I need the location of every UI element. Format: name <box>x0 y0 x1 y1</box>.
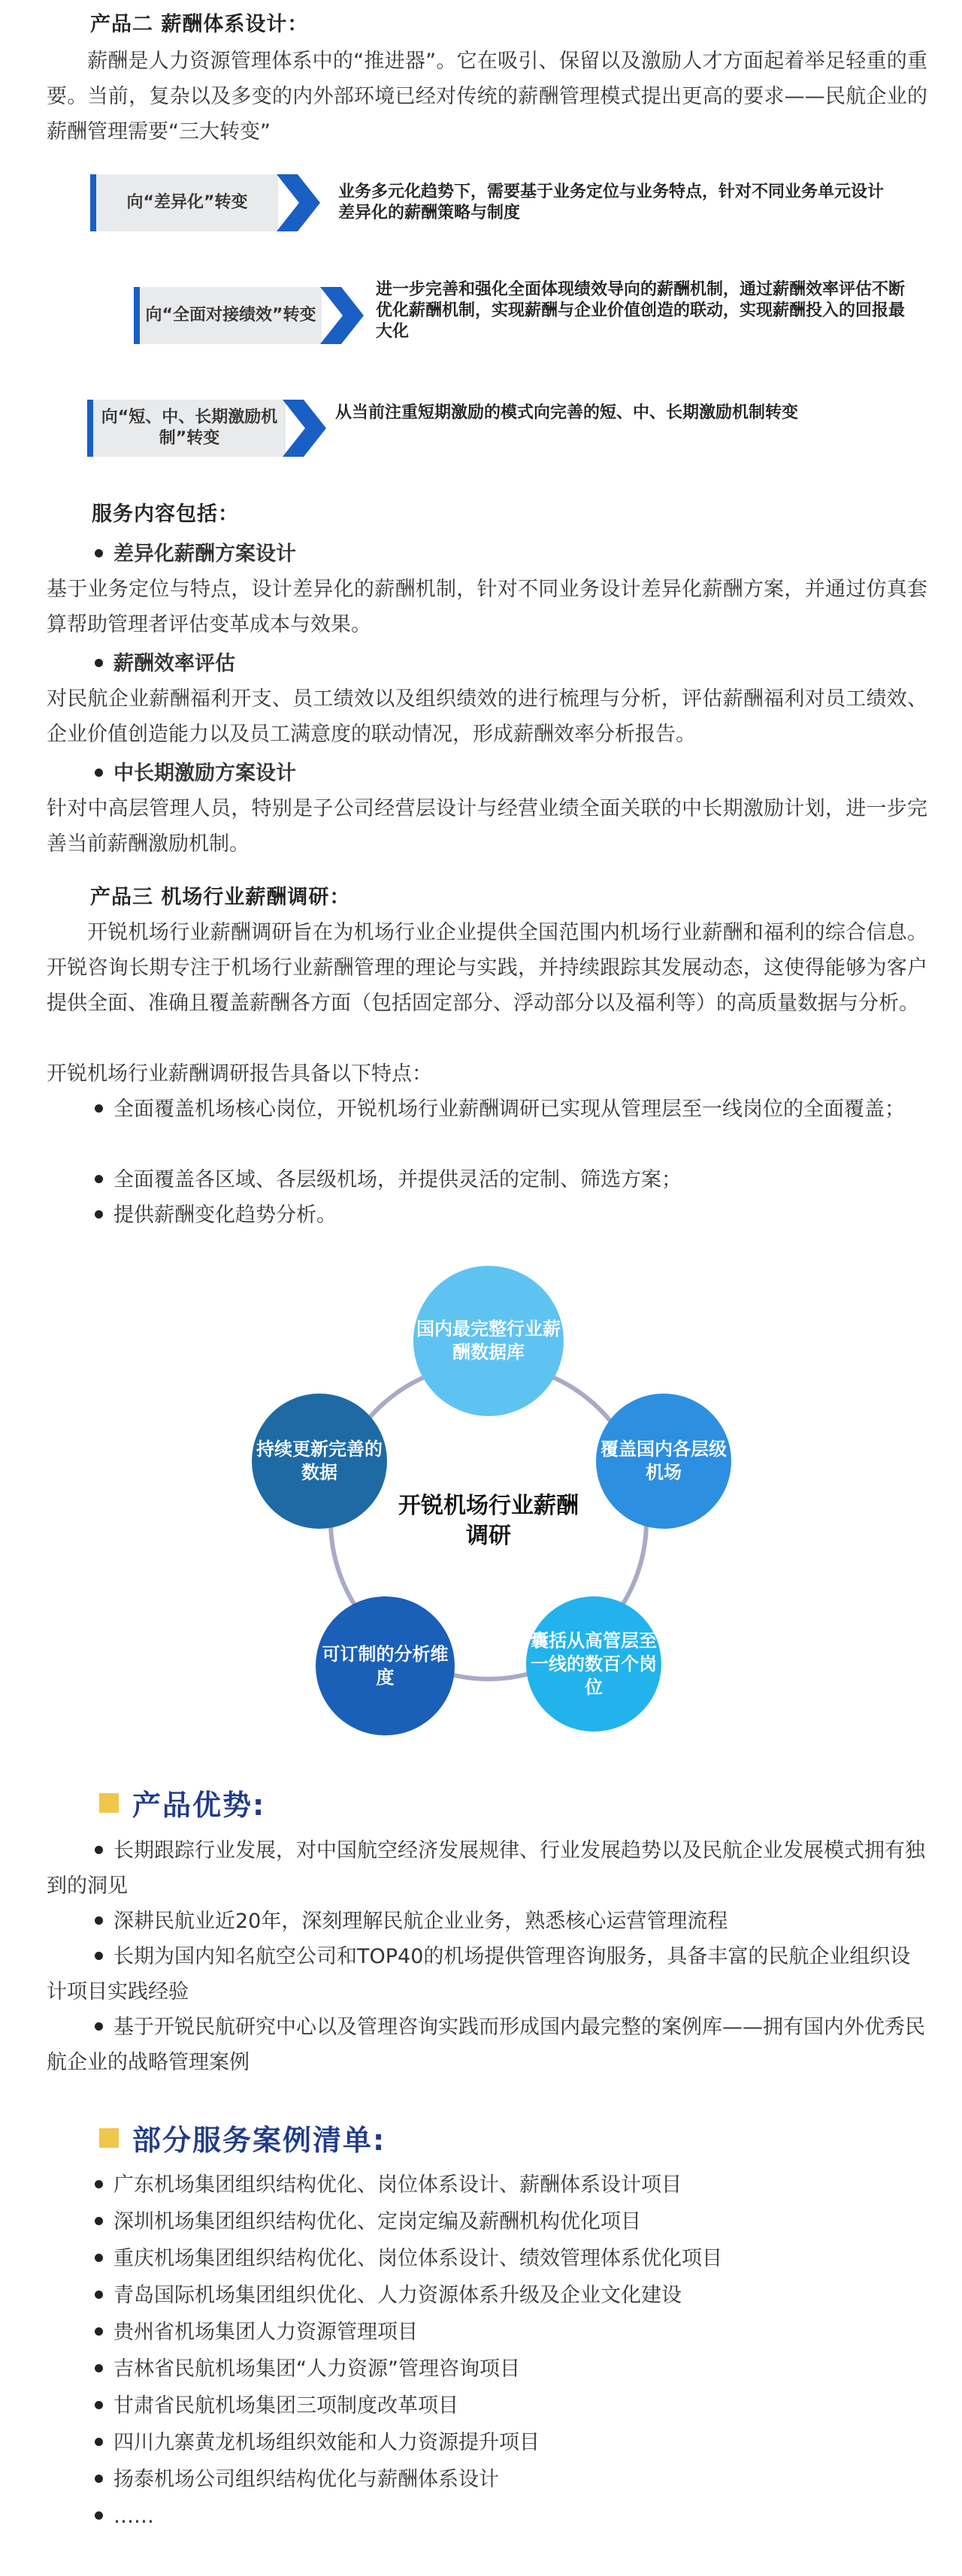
bullet-icon <box>95 2217 103 2225</box>
bullet-icon <box>95 2327 103 2336</box>
chevron-right-icon <box>320 287 364 344</box>
case-item: 深圳机场集团组织结构优化、定岗定编及薪酬机构优化项目 <box>95 2203 921 2240</box>
bullet-icon <box>95 2438 103 2446</box>
transform-label: 向“全面对接绩效”转变 <box>134 287 322 344</box>
case-item: 扬泰机场公司组织结构优化与薪酬体系设计 <box>95 2461 921 2498</box>
case-item: 广东机场集团组织结构优化、岗位体系设计、薪酬体系设计项目 <box>95 2167 921 2203</box>
diagram-node-updates: 持续更新完善的数据 <box>252 1394 387 1529</box>
bullet-icon <box>95 2364 103 2372</box>
transform-differentiation <box>90 174 917 231</box>
service-desc-3: 针对中高层管理人员，特别是子公司经营层设计与经营业绩全面关联的中长期激励计划，进一步完善当前薪酬激励机制。 <box>47 797 927 856</box>
case-item: 青岛国际机场集团组织优化、人力资源体系升级及企业文化建设 <box>95 2277 921 2314</box>
bullet-icon <box>95 659 103 667</box>
case-item: 吉林省民航机场集团“人力资源”管理咨询项目 <box>95 2351 921 2387</box>
transform-label: 向“短、中、长期激励机制”转变 <box>87 400 286 457</box>
advantages-header <box>99 1782 265 1823</box>
product3-heading: 产品三 机场行业薪酬调研： <box>90 886 351 909</box>
services-title: 服务内容包括： <box>92 503 239 526</box>
case-item: 甘肃省民航机场集团三项制度改革项目 <box>95 2387 921 2424</box>
bullet-icon <box>95 549 103 557</box>
diagram-node-coverage: 覆盖国内各层级机场 <box>596 1394 731 1529</box>
product2-heading: 产品二 薪酬体系设计： <box>90 13 309 36</box>
bullet-icon <box>95 1952 103 1960</box>
bullet-icon <box>95 2511 103 2520</box>
diagram-node-dimensions: 可订制的分析维度 <box>316 1596 455 1735</box>
feature-item-1: 全面覆盖机场核心岗位，开锐机场行业薪酬调研已实现从管理层至一线岗位的全面覆盖； <box>47 1092 927 1127</box>
bullet-icon <box>95 1104 103 1113</box>
bullet-icon <box>95 2254 103 2262</box>
advantage-item-4: 基于开锐民航研究中心以及管理咨询实践而形成国内最完整的案例库——拥有国内外优秀民航企业的战略管理案例 <box>47 2016 925 2074</box>
cases-title: 部分服务案例清单: <box>132 2124 386 2157</box>
case-item: …… <box>95 2498 921 2535</box>
diagram-node-database: 国内最完整行业薪酬数据库 <box>413 1266 564 1416</box>
diagram-node-positions: 囊括从高管层至一线的数百个岗位 <box>526 1596 661 1732</box>
bullet-icon <box>95 2291 103 2299</box>
square-icon <box>99 1793 119 1813</box>
survey-diagram <box>244 1266 733 1747</box>
transform-performance <box>134 280 930 344</box>
transform-desc: 从当前注重短期激励的模式向完善的短、中、长期激励机制转变 <box>335 403 799 422</box>
cases-header <box>99 2117 386 2158</box>
features-intro: 开锐机场行业薪酬调研报告具备以下特点： <box>47 1062 432 1086</box>
cases-list <box>95 2167 921 2535</box>
service-title-1: 差异化薪酬方案设计 <box>95 536 962 572</box>
advantage-item-3: 长期为国内知名航空公司和TOP40的机场提供管理咨询服务，具备丰富的民航企业组织设计项目实践经验 <box>47 1945 911 2004</box>
feature-item-2: 全面覆盖各区域、各层级机场，并提供灵活的定制、筛选方案； <box>95 1162 921 1197</box>
service-title-3: 中长期激励方案设计 <box>95 756 962 791</box>
product2-intro: 薪酬是人力资源管理体系中的“推进器”。它在吸引、保留以及激励人才方面起着举足轻重的重要。当前，复杂以及多变的内外部环境已经对传统的薪酬管理模式提出更高的要求——民航企业的薪酬管理需要“三大转变” <box>47 50 927 143</box>
advantage-item-2: 深耕民航业近20年，深刻理解民航企业业务，熟悉核心运营管理流程 <box>47 1904 927 1939</box>
service-desc-1: 基于业务定位与特点，设计差异化的薪酬机制，针对不同业务设计差异化薪酬方案，并通过仿真套算帮助管理者评估变革成本与效果。 <box>47 578 927 636</box>
transform-desc: 进一步完善和强化全面体现绩效导向的薪酬机制，通过薪酬效率评估不断优化薪酬机制，实现薪酬与企业价值创造的联动，实现薪酬投入的回报最大化 <box>376 280 906 341</box>
chevron-right-icon <box>283 400 326 457</box>
bullet-icon <box>95 1916 103 1925</box>
bullet-icon <box>95 1846 103 1854</box>
product3-intro: 开锐机场行业薪酬调研旨在为机场行业企业提供全国范围内机场行业薪酬和福利的综合信息。开锐咨询长期专注于机场行业薪酬管理的理论与实践，并持续跟踪其发展动态，这使得能够为客户提供全面、准确且覆盖薪酬各方面（包括固定部分、浮动部分以及福利等）的高质量数据与分析。 <box>47 921 927 1015</box>
feature-item-3: 提供薪酬变化趋势分析。 <box>95 1197 921 1233</box>
bullet-icon <box>95 2475 103 2483</box>
bullet-icon <box>95 1175 103 1183</box>
chevron-right-icon <box>277 174 320 231</box>
service-title-2: 薪酬效率评估 <box>95 646 962 681</box>
case-item: 贵州省机场集团人力资源管理项目 <box>95 2314 921 2351</box>
case-item: 四川九寨黄龙机场组织效能和人力资源提升项目 <box>95 2424 921 2461</box>
diagram-center-title: 开锐机场行业薪酬调研 <box>398 1493 579 1549</box>
bullet-icon <box>95 1210 103 1219</box>
advantages-title: 产品优势: <box>132 1789 266 1822</box>
bullet-icon <box>95 2401 103 2409</box>
bullet-icon <box>95 769 103 777</box>
bullet-icon <box>95 2180 103 2188</box>
case-item: 重庆机场集团组织结构优化、岗位体系设计、绩效管理体系优化项目 <box>95 2240 921 2277</box>
square-icon <box>99 2128 119 2148</box>
transform-desc: 业务多元化趋势下，需要基于业务定位与业务特点，针对不同业务单元设计差异化的薪酬策略与制度 <box>338 183 885 222</box>
advantage-item-1: 长期跟踪行业发展，对中国航空经济发展规律、行业发展趋势以及民航企业发展模式拥有独到的洞见 <box>47 1839 925 1898</box>
service-desc-2: 对民航企业薪酬福利开支、员工绩效以及组织绩效的进行梳理与分析，评估薪酬福利对员工绩效、企业价值创造能力以及员工满意度的联动情况，形成薪酬效率分析报告。 <box>47 687 927 746</box>
transform-incentive <box>87 400 914 457</box>
transform-label: 向“差异化”转变 <box>90 174 278 231</box>
bullet-icon <box>95 2022 103 2031</box>
